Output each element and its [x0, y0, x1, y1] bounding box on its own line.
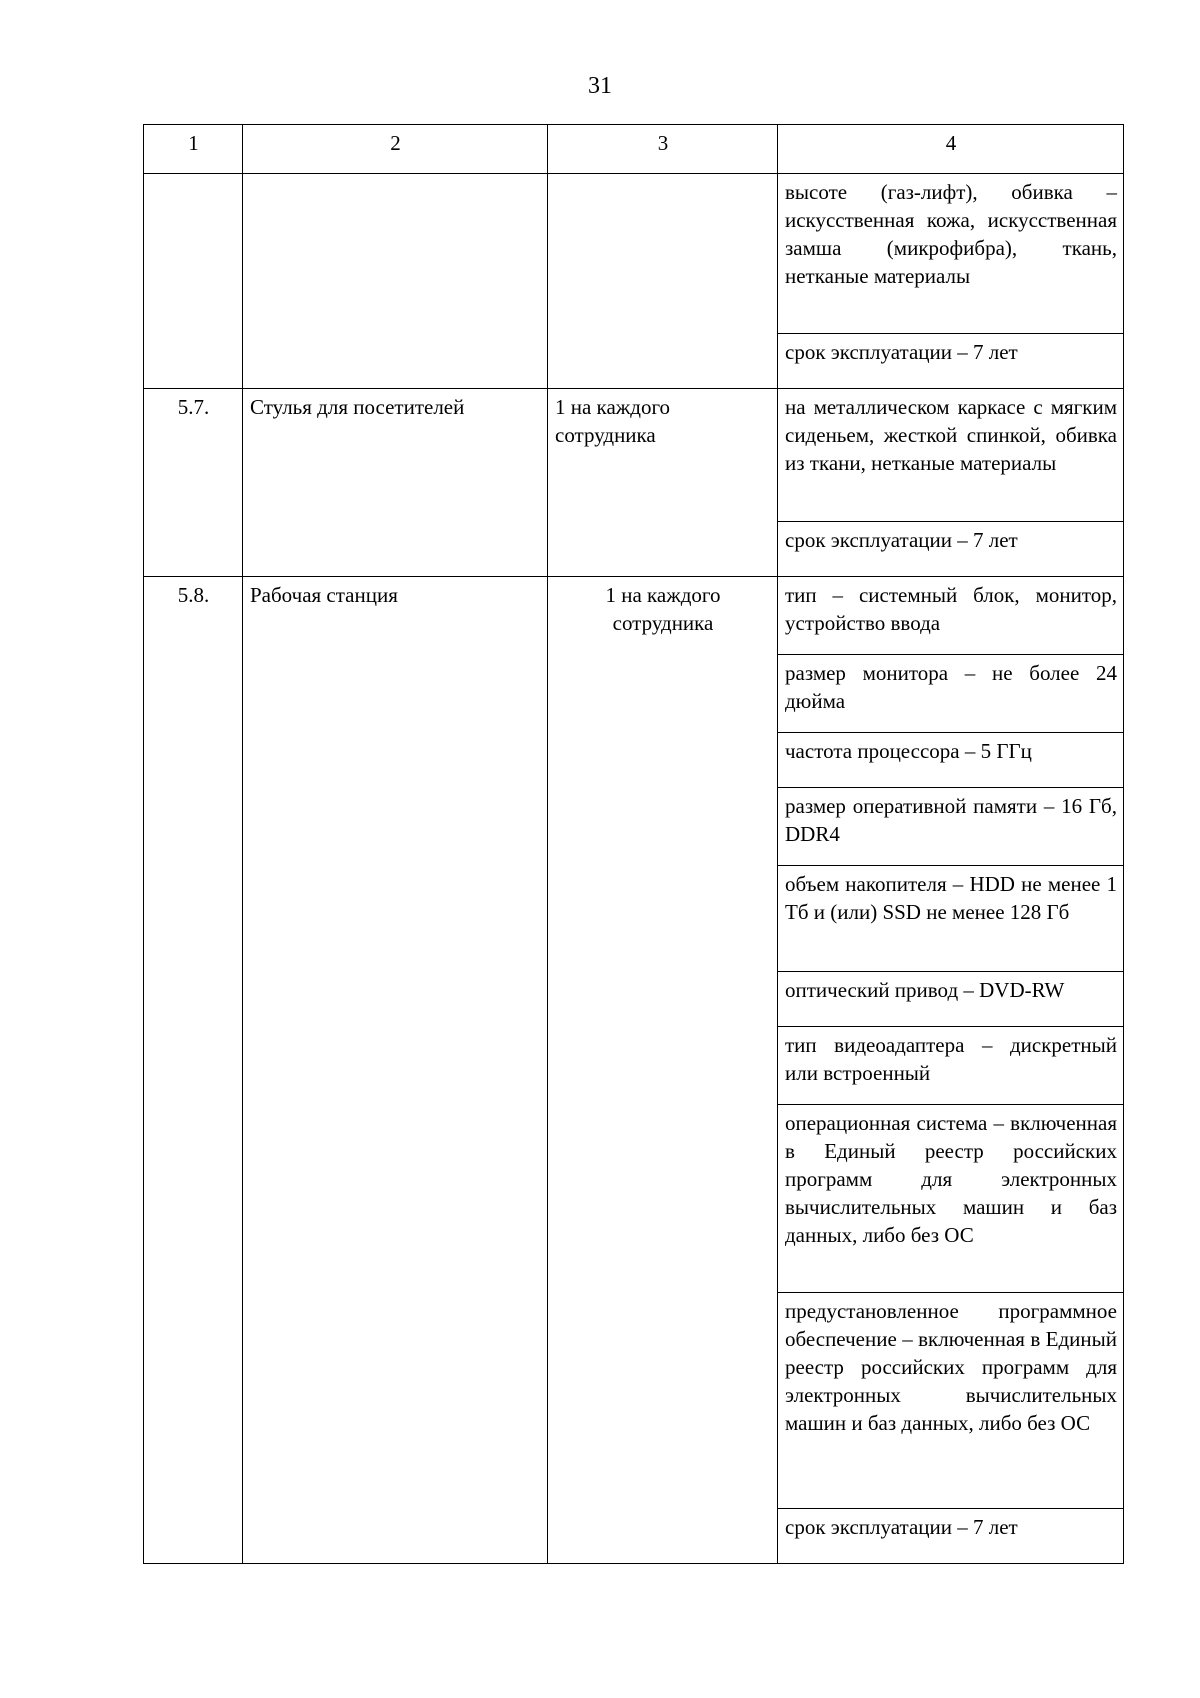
specification-table [143, 124, 1124, 1564]
column-header-2: 2 [243, 125, 548, 174]
spec-cell: объем накопителя – HDD не менее 1 Тб и (или) SSD не менее 128 Гб [778, 866, 1124, 972]
spec-cell: тип – системный блок, монитор, устройство ввода [778, 577, 1124, 655]
table-row [144, 389, 1124, 522]
row-quantity-cell [548, 174, 778, 389]
spec-cell: предустановленное программное обеспечение – включенная в Единый реестр российских программ для электронных вычислительных машин и баз данных, либо без ОС [778, 1293, 1124, 1509]
row-name-cell: Рабочая станция [243, 577, 548, 1564]
row-quantity-cell: 1 на каждого сотрудника [548, 389, 778, 577]
spec-cell: высоте (газ-лифт), обивка – искусственная кожа, искусственная замша (микрофибра), ткань, нетканые материалы [778, 174, 1124, 334]
spec-cell: размер монитора – не более 24 дюйма [778, 655, 1124, 733]
spec-cell: оптический привод – DVD-RW [778, 972, 1124, 1027]
spec-cell: операционная система – включенная в Единый реестр российских программ для электронных вычислительных машин и баз данных, либо без ОС [778, 1105, 1124, 1293]
column-header-4: 4 [778, 125, 1124, 174]
spec-cell: размер оперативной памяти – 16 Гб, DDR4 [778, 788, 1124, 866]
row-name-cell [243, 174, 548, 389]
row-number-cell: 5.7. [144, 389, 243, 577]
spec-cell: срок эксплуатации – 7 лет [778, 334, 1124, 389]
row-number-cell: 5.8. [144, 577, 243, 1564]
table-header-row [144, 125, 1124, 174]
column-header-1: 1 [144, 125, 243, 174]
row-number-cell [144, 174, 243, 389]
column-header-3: 3 [548, 125, 778, 174]
spec-cell: тип видеоадаптера – дискретный или встроенный [778, 1027, 1124, 1105]
page-number: 31 [588, 73, 612, 99]
spec-cell: частота процессора – 5 ГГц [778, 733, 1124, 788]
table-row [144, 577, 1124, 655]
table-row [144, 174, 1124, 334]
spec-cell: на металлическом каркасе с мягким сиденьем, жесткой спинкой, обивка из ткани, нетканые материалы [778, 389, 1124, 522]
spec-cell: срок эксплуатации – 7 лет [778, 522, 1124, 577]
row-name-cell: Стулья для посетителей [243, 389, 548, 577]
row-quantity-cell: 1 на каждого сотрудника [548, 577, 778, 1564]
spec-cell: срок эксплуатации – 7 лет [778, 1509, 1124, 1564]
